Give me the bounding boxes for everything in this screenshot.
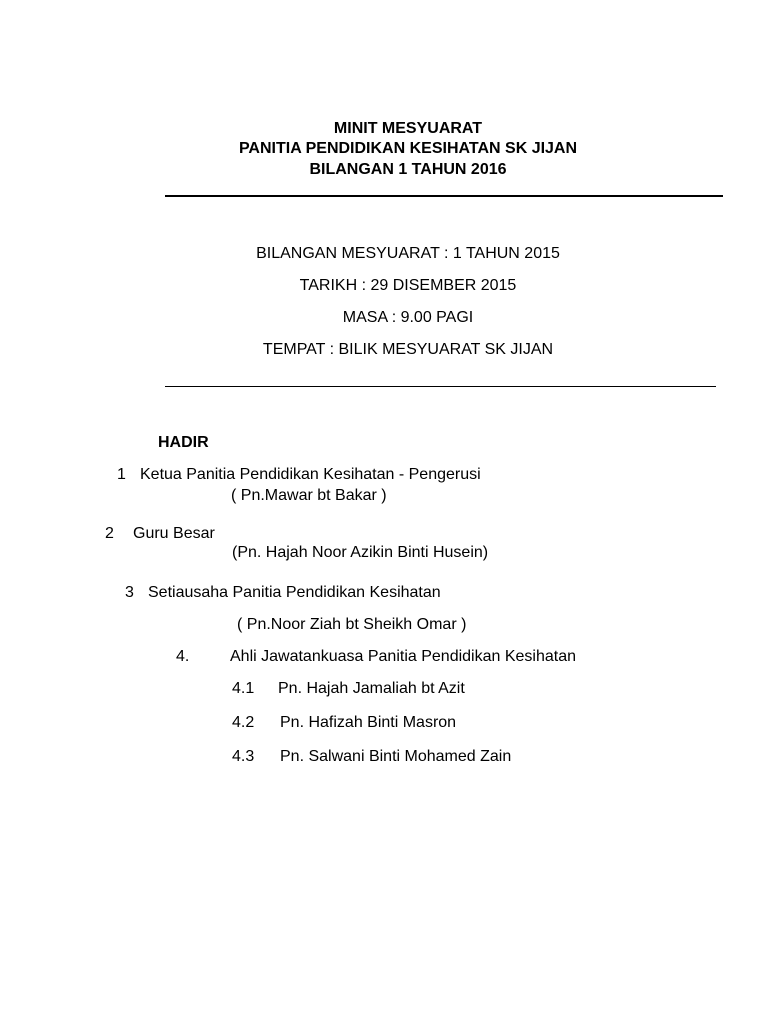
meeting-tarikh: TARIKH : 29 DISEMBER 2015 — [299, 277, 517, 294]
meeting-bilangan: BILANGAN MESYUARAT : 1 TAHUN 2015 — [256, 245, 560, 262]
member-4-1-number: 4.1 — [232, 680, 255, 697]
meeting-info-divider — [165, 386, 716, 387]
attendee-3-number: 3 — [125, 584, 134, 601]
meeting-tempat: TEMPAT : BILIK MESYUARAT SK JIJAN — [262, 341, 554, 358]
member-4-3-name: Pn. Salwani Binti Mohamed Zain — [280, 748, 512, 765]
attendee-3-name: ( Pn.Noor Ziah bt Sheikh Omar ) — [237, 616, 467, 633]
document-meeting-number: BILANGAN 1 TAHUN 2016 — [309, 161, 507, 178]
document-title: MINIT MESYUARAT — [333, 120, 483, 137]
attendee-4-number: 4. — [176, 648, 190, 665]
member-4-1-name: Pn. Hajah Jamaliah bt Azit — [278, 680, 465, 697]
attendee-3-role: Setiausaha Panitia Pendidikan Kesihatan — [148, 584, 441, 601]
document-subtitle: PANITIA PENDIDIKAN KESIHATAN SK JIJAN — [238, 140, 578, 157]
attendee-2-name: (Pn. Hajah Noor Azikin Binti Husein) — [232, 544, 489, 561]
member-4-2-name: Pn. Hafizah Binti Masron — [280, 714, 457, 731]
attendee-1-role: Ketua Panitia Pendidikan Kesihatan - Pengerusi — [140, 466, 481, 483]
attendee-4-role: Ahli Jawatankuasa Panitia Pendidikan Kesihatan — [230, 648, 577, 665]
attendee-2-role: Guru Besar — [133, 525, 215, 542]
member-4-3-number: 4.3 — [232, 748, 255, 765]
hadir-heading: HADIR — [158, 434, 209, 451]
header-divider — [165, 195, 723, 197]
member-4-2-number: 4.2 — [232, 714, 255, 731]
attendee-1-number: 1 — [117, 466, 126, 483]
attendee-1-name: ( Pn.Mawar bt Bakar ) — [231, 487, 387, 504]
meeting-masa: MASA : 9.00 PAGI — [342, 309, 474, 326]
attendee-2-number: 2 — [105, 525, 114, 542]
